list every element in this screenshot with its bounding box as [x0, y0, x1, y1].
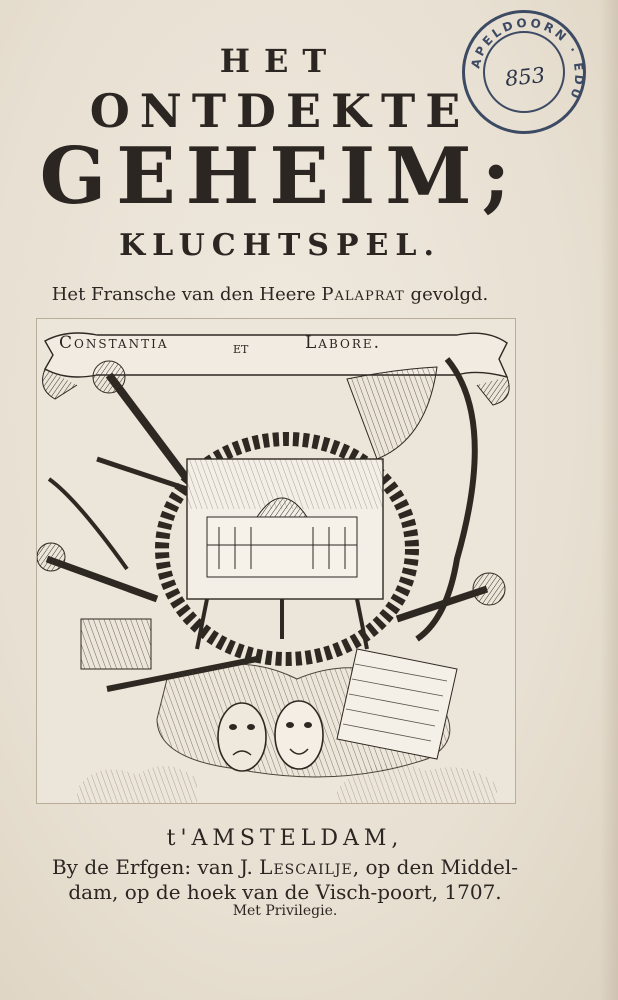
motto-labore: Labore. [305, 333, 382, 353]
tragedy-mask-icon [218, 703, 266, 771]
comedy-mask-icon [275, 701, 323, 769]
cloud-left [77, 766, 197, 803]
subtitle [0, 284, 540, 305]
vignette-engraving [37, 319, 515, 803]
library-stamp [462, 10, 586, 134]
subtitle-pre: Het Fransche van den Heere [51, 284, 322, 305]
page-edge-shadow [600, 0, 618, 1000]
title-line-ontdekte: ONTDEKTE [89, 84, 471, 138]
pan-pipes-icon [81, 619, 151, 669]
imprint-place: t'AMSTELDAM, [166, 826, 404, 851]
svg-text:APELDOORN · EDU: APELDOORN · EDU [468, 15, 587, 104]
trumpet-right-bell-icon [473, 573, 505, 605]
imprint-publisher [0, 855, 570, 879]
lyre-icon [347, 367, 437, 459]
stamp-handwritten-number: 853 [503, 62, 547, 92]
title-line-het: HET [219, 42, 341, 80]
banner-curl-right [477, 377, 509, 405]
title-line-geheim: GEHEIM; [39, 131, 521, 222]
subtitle-author: Palaprat [321, 284, 405, 305]
imprint-address-year: dam, op de hoek van de Visch-poort, 1707. [68, 880, 502, 904]
motto-et: ET [233, 343, 249, 356]
motto-constantia: Constantia [59, 333, 169, 353]
imprint-privilege: Met Privilegie. [232, 903, 338, 919]
engraved-vignette [36, 318, 516, 804]
subtitle-post: gevolgd. [404, 284, 489, 305]
title-line-kluchtspel: KLUCHTSPEL. [119, 228, 441, 263]
imprint-publisher-post: , op den Middel- [352, 855, 518, 879]
imprint-publisher-name: Lescailje [259, 855, 353, 879]
music-sheet-icon [337, 649, 457, 759]
trumpet-icon [109, 375, 187, 479]
horn-bell-icon [37, 543, 65, 571]
palace-building [207, 517, 357, 577]
imprint-publisher-pre: By de Erfgen: van J. [51, 855, 260, 879]
horn-left-icon [47, 559, 157, 599]
